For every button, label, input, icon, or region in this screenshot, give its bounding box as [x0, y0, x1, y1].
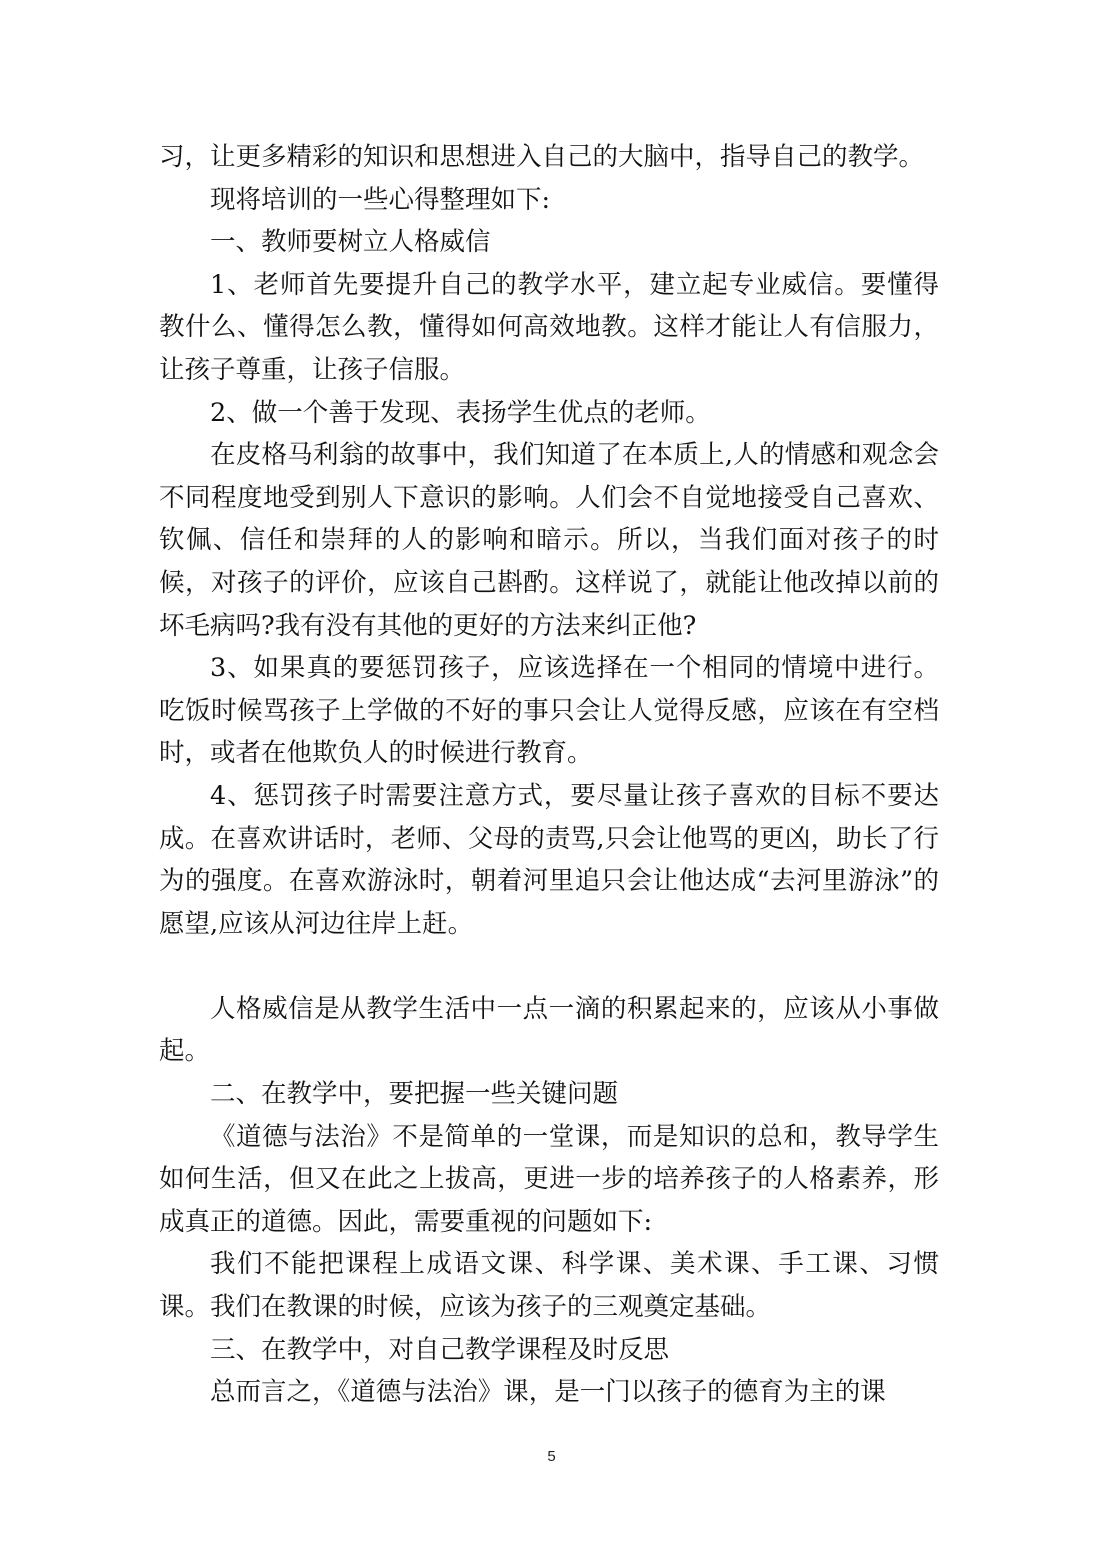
blank-line [159, 945, 939, 988]
paragraph-intro: 现将培训的一些心得整理如下: [210, 184, 551, 215]
paragraph-point-3: 3、如果真的要惩罚孩子，应该选择在一个相同的情境中进行。吃饭时候骂孩子上学做的不好的事只会让人觉得反感，应该在有空档时，或者在他欺负人的时候进行教育。 [159, 653, 939, 769]
paragraph-continuation: 习，让更多精彩的知识和思想进入自己的大脑中，指导自己的教学。 [159, 142, 925, 172]
section-heading-3: 三、在教学中，对自己教学课程及时反思 [210, 1334, 670, 1365]
paragraph-point-4: 4、惩罚孩子时需要注意方式，要尽量让孩子喜欢的目标不要达成。在喜欢讲话时，老师、父母的责骂,只会让他骂的更凶，助长了行为的强度。在喜欢游泳时，朝着河里追只会让他达成“去河里游泳”的愿望,应该从河边往岸上赶。 [159, 780, 939, 939]
paragraph-point-2: 2、做一个善于发现、表扬学生优点的老师。 [210, 397, 711, 428]
paragraph-course: 《道德与法治》不是简单的一堂课，而是知识的总和，教导学生如何生活，但又在此之上拔高，更进一步的培养孩子的人格素养，形成真正的道德。因此，需要重视的问题如下: [159, 1121, 939, 1237]
paragraph-conclusion: 总而言之，《道德与法治》课，是一门以孩子的德育为主的课 [210, 1377, 886, 1408]
section-heading-1: 一、教师要树立人格威信 [210, 227, 491, 258]
section-heading-2: 二、在教学中，要把握一些关键问题 [210, 1079, 619, 1110]
paragraph-course-note: 我们不能把课程上成语文课、科学课、美术课、手工课、习惯课。我们在教课的时候，应该为孩子的三观奠定基础。 [159, 1249, 939, 1323]
paragraph-pygmalion: 在皮格马利翁的故事中，我们知道了在本质上,人的情感和观念会不同程度地受到别人下意识的影响。人们会不自觉地接受自己喜欢、钦佩、信任和崇拜的人的影响和暗示。所以，当我们面对孩子的时候，对孩子的评价，应该自己斟酌。这样说了，就能让他改掉以前的坏毛病吗?我有没有其他的更好的方法来纠正他? [159, 440, 939, 641]
paragraph-summary: 人格威信是从教学生活中一点一滴的积累起来的，应该从小事做起。 [159, 993, 939, 1067]
body-text [159, 136, 939, 1414]
paragraph-point-1: 1、老师首先要提升自己的教学水平，建立起专业威信。要懂得教什么、懂得怎么教，懂得如何高效地教。这样才能让人有信服力，让孩子尊重，让孩子信服。 [159, 269, 939, 385]
page-number: 5 [547, 1448, 556, 1465]
